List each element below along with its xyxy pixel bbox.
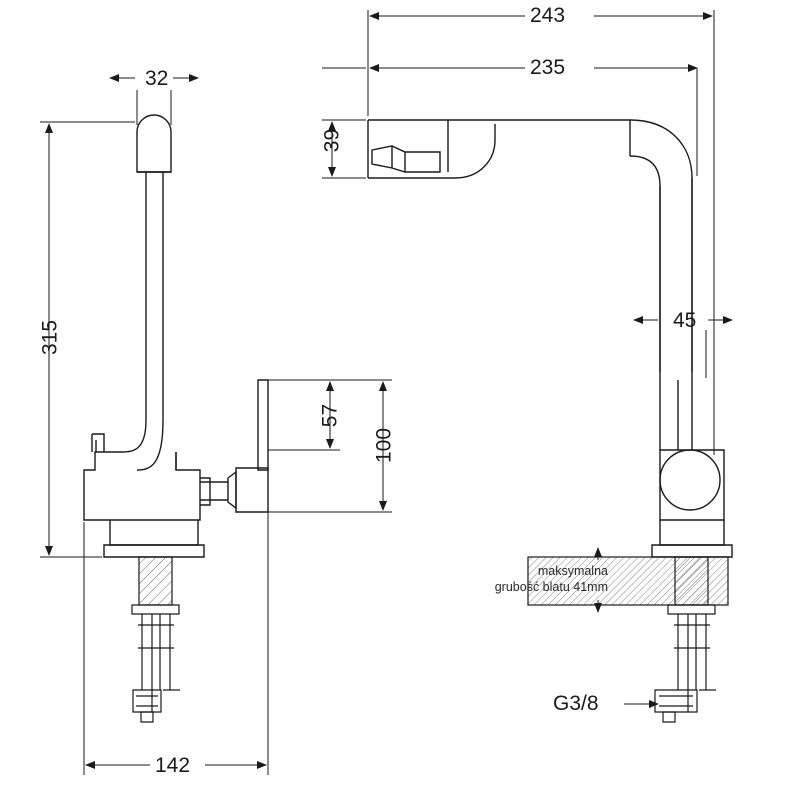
dimension-label-39: 39 bbox=[320, 128, 344, 153]
dimension-label-57: 57 bbox=[318, 403, 342, 428]
countertop-note-line-2: grubość blatu 41mm bbox=[494, 579, 608, 594]
dimension-label-32: 32 bbox=[145, 67, 169, 90]
left-view-faucet bbox=[84, 115, 268, 557]
countertop-note-line-1: maksymalna bbox=[537, 564, 608, 578]
dimension-label-100: 100 bbox=[372, 427, 396, 464]
right-view-faucet bbox=[368, 120, 732, 557]
right-view-shank bbox=[655, 605, 716, 722]
dimension-label-315: 315 bbox=[38, 319, 62, 356]
thread-label-g38: G3/8 bbox=[553, 692, 599, 715]
left-view-shank bbox=[132, 557, 180, 722]
countertop-thickness-note bbox=[488, 564, 608, 595]
dimension-label-243: 243 bbox=[530, 4, 566, 27]
dimension-label-142: 142 bbox=[155, 754, 191, 777]
dimension-label-235: 235 bbox=[530, 56, 566, 79]
dimension-label-45: 45 bbox=[673, 309, 697, 332]
